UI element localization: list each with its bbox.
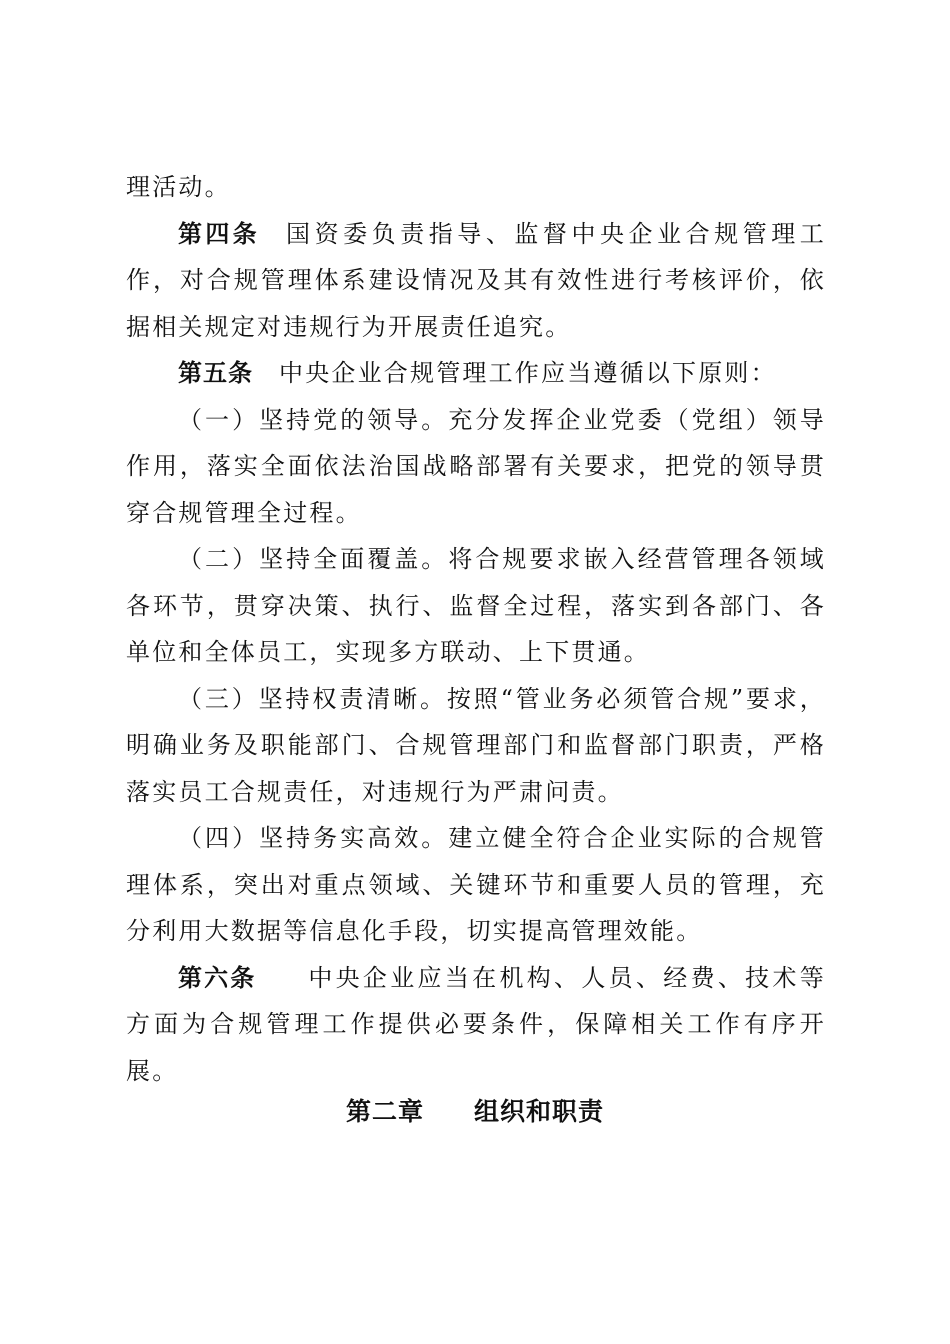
article-6-label: 第六条 — [178, 963, 257, 992]
chapter-number: 第二章 — [345, 1097, 424, 1126]
document-body — [126, 164, 826, 1094]
article-6 — [126, 955, 826, 1095]
continuation-text: 理活动。 — [126, 173, 231, 201]
principle-1: （一）坚持党的领导。充分发挥企业党委（党组）领导作用，落实全面依法治国战略部署有关要求，把党的领导贯穿合规管理全过程。 — [126, 405, 826, 527]
article-5-label: 第五条 — [178, 359, 253, 387]
article-6-text: 中央企业应当在机构、人员、经费、技术等方面为合规管理工作提供必要条件，保障相关工作有序开展。 — [126, 963, 826, 1085]
article-5-text: 中央企业合规管理工作应当遵循以下原则： — [279, 359, 777, 387]
principle-2: （二）坚持全面覆盖。将合规要求嵌入经营管理各领域各环节，贯穿决策、执行、监督全过程，落实到各部门、各单位和全体员工，实现多方联动、上下贯通。 — [126, 545, 826, 666]
chapter-title: 组织和职责 — [474, 1097, 605, 1126]
principle-3: （三）坚持权责清晰。按照“管业务必须管合规”要求，明确业务及职能部门、合规管理部门和监督部门职责，严格落实员工合规责任，对违规行为严肃问责。 — [126, 684, 826, 806]
principle-4: （四）坚持务实高效。建立健全符合企业实际的合规管理体系，突出对重点领域、关键环节和重要人员的管理，充分利用大数据等信息化手段，切实提高管理效能。 — [126, 824, 826, 945]
article-4-text: 国资委负责指导、监督中央企业合规管理工作，对合规管理体系建设情况及其有效性进行考核评价，依据相关规定对违规行为开展责任追究。 — [126, 219, 826, 341]
article-5 — [126, 350, 826, 397]
article-4 — [126, 211, 826, 351]
chapter-heading — [0, 1092, 950, 1128]
article-4-label: 第四条 — [178, 219, 261, 248]
